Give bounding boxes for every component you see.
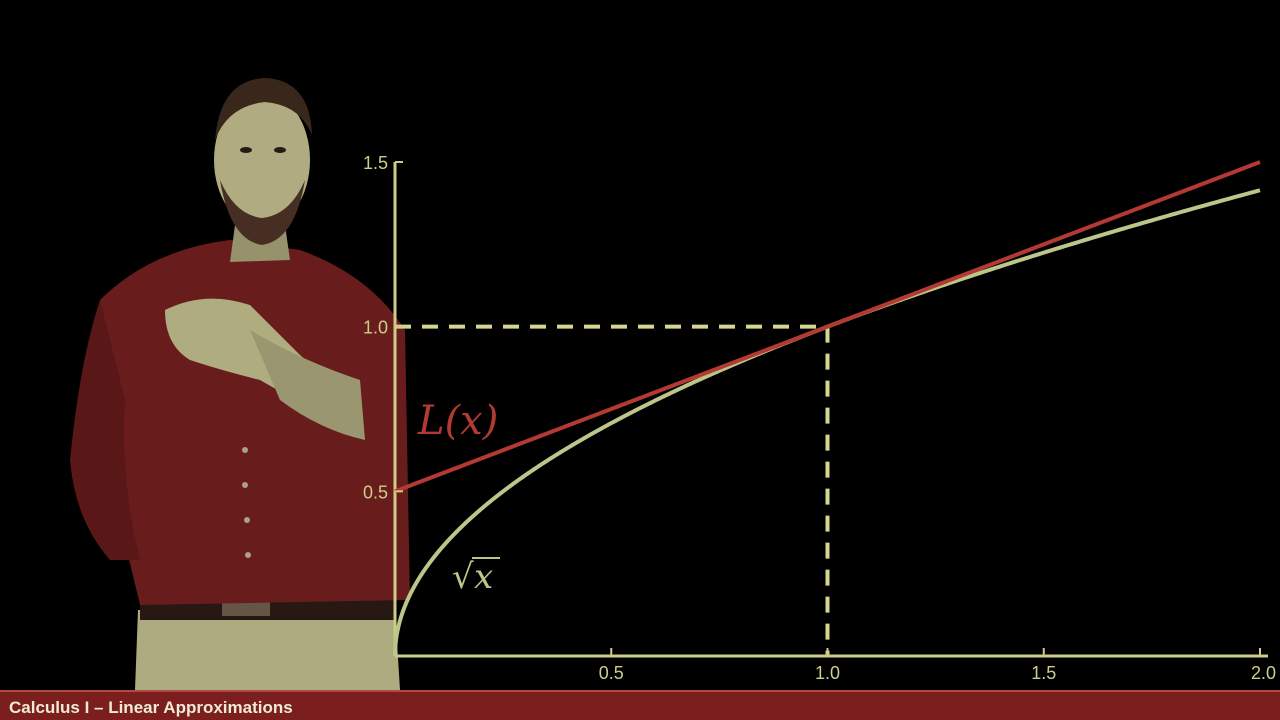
guide-lines [395, 327, 828, 656]
sqrt-curve-var: x [474, 557, 494, 597]
lecture-title: Calculus I – Linear Approximations [9, 698, 293, 717]
tangent-line-label: L(x) [418, 398, 499, 444]
y-tick-label: 0.5 [362, 482, 388, 503]
x-tick-label: 1.5 [1031, 663, 1057, 683]
sqrt-radical-symbol: √ [452, 557, 474, 597]
axes [395, 162, 1268, 656]
y-tick-label: 1.0 [362, 317, 388, 338]
x-tick-label: 1.0 [814, 663, 841, 683]
footer-bar [0, 690, 1280, 720]
y-tick-label: 1.5 [362, 153, 388, 173]
x-tick-label: 2.0 [1250, 663, 1276, 683]
sqrt-curve-label [452, 557, 500, 597]
tick-labels [363, 153, 1276, 683]
x-tick-label: 0.5 [598, 663, 624, 683]
